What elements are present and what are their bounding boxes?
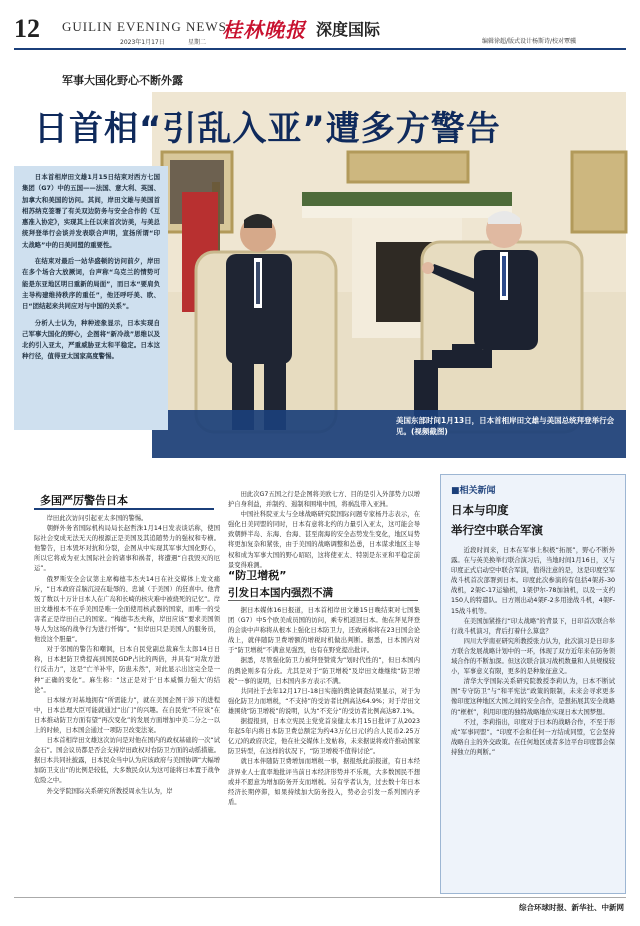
body-paragraph: 据提报到，日本立宪民主党党首泉健太本月15日批评了从2023年起5年内将日本防卫费总额定为约43万亿日元(约合人民币2.25万亿元)的政府决定，他在社交媒体上发帖称，未来据说将或许推动国家防卫转型，在这样的状况下，“防卫增税不值得讨论”。 — [228, 718, 420, 756]
related-paragraph: 近段时间来，日本在军事上积极“拓展”，野心不断外露。在与英美换举行联合演习后，当地时间1月16日，又与印度正式启动空中联合军演，值得注意的是，这是印度空军战斗机首次部署到日本。印度此次参演的有包括4架苏-30战机，2架C-17运输机，1架伊尔-78加油机，以及一支约150人的特遣队。日方则出动4架F-2多用途战斗机，4架F-15战斗机等。 — [451, 547, 615, 615]
body-paragraph: 日本首相岸田文雄这次访问是对他在国内的政权基础的一次“试金石”。国会议员都是否会支持岸田政权对台防卫方面的动摇措施。据日本共同社披露，日本民众当中认为应该政府与美国协调“大幅增加防卫支出”的比例是较低，大多数民众认为这可能将日本置于战争危险之中。 — [34, 737, 220, 785]
photo-caption — [396, 416, 616, 437]
section-rule-1 — [34, 508, 214, 510]
article-column-1 — [34, 514, 220, 894]
section-name: 深度国际 — [316, 20, 381, 39]
related-paragraph: 四川大学南亚研究所教授张力认为，此次演习是日印多方联合发展战略计划中的一环，体现了双方近年来在防务领域合作的不断加深。但这次联合演习战机数量和人员规模较小，军事意义有限，更多的是种象征意义。 — [451, 637, 615, 676]
paper-name-english: GUILIN EVENING NEWS — [62, 19, 227, 34]
related-news-box — [440, 474, 626, 894]
page-number: 12 — [14, 14, 40, 43]
related-news-title-line1: 日本与印度 — [451, 503, 509, 517]
section-heading-2-quote: “防卫增税” — [228, 569, 287, 582]
section-heading-1: 多国严厉警告日本 — [40, 494, 128, 507]
publication-date: 2023年1月17日 — [120, 39, 165, 46]
article-column-2-top — [228, 490, 420, 569]
section-rule-2 — [228, 600, 418, 601]
body-paragraph: 据日本媒体16日报道，日本首相岸田文雄15日晚结束对七国集团（G7）中5个欧美成员国的访问，乘专机返回日本。他在拜见拜登的会谈中声称将从根本上强化日本防卫力，还致函称将在23日国会论战上，就伴随防卫费增额的增税时机做出判断。据悉，日本国内对于“防卫增税”不满意见强烈，也有在野党提出批评。 — [228, 607, 420, 655]
lead-summary — [14, 166, 168, 430]
body-paragraph: 日本绿方对基地拥有“所需能力”，就在美国企图干涉下的进程中，日本总理大臣可能就通过“出门”的兴趣。在自民党“不应该”在日本推动防卫方面有望“再次变化”的发展方面增加中美二分之一以上的时候，日本国会通过一项防卫改变法案。 — [34, 696, 220, 734]
section-heading-2: 引发日本国内强烈不满 — [228, 587, 333, 599]
lead-paragraph: 在结束对最后一站华盛顿的访问前夕，岸田在多个场合大放厥词，台声称“乌克兰的情势可能是东亚地区明日重新的局面”，而日本“要肩负主导构建维持秩序的重任”，他还呼吁美、欧、日“团结起来共同应对与中国的关系”。 — [22, 257, 160, 311]
body-paragraph: 朝鲜外务省国际机构局局长赵哲洙1月14日发表谈话称，使国际社会变成无法无天的根源正是美国及其追随势力的强权和专横。他警告，日本毁坏对抗和分裂，企图从中实现其军事大国化野心，所以它将成为亚太国际社会的诸事和祸者，将遭遇“自我毁灭的厄运”。 — [34, 525, 220, 573]
related-paragraph: 在美国加紧推行“印太战略”的背景下，日印首次联合举行战斗机演习，背后打着什么算盘？ — [451, 617, 615, 635]
body-paragraph: 就日本伴随防卫费增加而增税一事，据报纸此前报道，有日本经济界业人士直率地批评当前日本经济形势并不乐观，大多数国民不想或并不愿意为增加防务开支而增税。另有学者认为，过去数十年日本经济长期停滞，如果持续加大防务投入，势必会引发一系列国内矛盾。 — [228, 758, 420, 806]
source-credit: 综合环球时报、新华社、中新网 — [519, 903, 624, 912]
masthead-rule — [14, 48, 626, 50]
body-paragraph: 俄罗斯安全会议第主席梅德韦杰夫14日在社交媒体上发文痛斥，“日本政府首脑沉浸在耻辱的、忠诚（于美国）的狂喜中。他背叛了数以十万计日本人在广岛和长崎的核灾难中被烧死的记忆”。岸田文雄根本不在乎美国是唯一全面使用核武器的国家，而唯一的受害者正是岸田自己的国家。“梅德韦杰夫称，岸田应该“要求美国领导人为这场的战争行为进行忏悔”。“但岸田只是美国人的服务员，他没这个胆量”。 — [34, 575, 220, 644]
main-headline: 日首相“引乱入亚”遭多方警告 — [34, 109, 501, 149]
lead-paragraph: 分析人士认为，种种迹象显示，日本实现自己军事大国化的野心，企图将“新冷战”思维以及北约引入亚太，严重威胁亚太和平稳定。日本这种行径，值得亚太国家高度警惕。 — [22, 318, 160, 361]
footer-rule — [14, 897, 626, 898]
body-paragraph: 田此次G7五国之行是企图将美欧七方、目的是引入外部势力以增护自身利益，并制约、遏制和围堵中国，将祸乱带入亚洲。 — [228, 491, 420, 509]
related-news-tag: ■相关新闻 — [451, 486, 496, 496]
publication-weekday: 星期二 — [188, 39, 207, 46]
body-paragraph: 对于邻国的警告和嘲讽，日本自民党副总裁麻生太郎14日日称，日本把防卫费提高到国民GDP占比的两倍，并具有“对敌方进行反击力”，这是“亡羊补牢，防患未然”，对此显示出这完全是一种“正确的变化”。麻生称：“这正是对于‘日本威慑力强大’的结论”。 — [34, 646, 220, 694]
lead-paragraph: 日本首相岸田文雄1月15日结束对西方七国集团（G7）中的五国——法国、意大利、英国、加拿大和美国的访问。其间，岸田文雄与美国首相苏纳克签署了有关双边防务与安全合作的《互惠准入协定》，实现其上任以来首次访美，与美总统拜登举行会谈并发表联合声明，宣扬所谓“印太战略”中的日美同盟的重要性。 — [22, 173, 160, 249]
related-news-title-line2: 举行空中联合军演 — [451, 523, 543, 537]
body-paragraph: 共同社于去年12月17日-18日实施的舆论调查结果显示，对于为强化防卫力而增税，“不支持”的受访者比例高达64.9%；对于岸田文雄围绕“防卫增税”的说明，认为“不充分”的受访者比例高达87.1%。 — [228, 687, 420, 715]
editor-credits: 编辑徐超/版式设计杨斯诗/校对覃骥 — [482, 38, 577, 45]
related-paragraph: 清华大学国际关系研究院教授李莉认为，日本不断试图“专守防卫”与“和平宪法”政策的限制，未来会寻求更多像印度这种地区大国之间的安全合作，是想拓展其安全战略的“框框”，利用印度的独特战略地位实现日本大国梦想。 — [451, 678, 615, 716]
related-paragraph: 不过，李莉指出，印度对于日本的战略合作，不至于形成“军事同盟”。“印度不会和任何一方结成同盟，它会坚持战略自主的外交政策。在任何地区或者多边平台印度都会保持独立的判断。” — [451, 718, 615, 756]
body-paragraph: 中国社科院亚太与全球战略研究院国际问题专家杨丹志表示，在强化日美同盟的同时，日本有意将北约的力量引入亚太，这可能会导致朝鲜半岛、东海、台海、甚至南海的安全态势发生变化，地区局势将更加复杂和紧张，由于美国的战略调整和怂恿，日本谋求地区主导权和成为军事大国的野心昭昭，这将使亚太、特别是东亚和平稳定前景变得难测。 — [228, 511, 420, 569]
headline-kicker: 军事大国化野心不断外露 — [62, 74, 183, 87]
body-paragraph: 据悉，尽管强化防卫力被拜登赞赏为“划时代性的”，但日本国内的舆论则多有分歧。尤其是对于“防卫增税”及岸田文雄继续“防卫增税”一事的说明，日本国内多方表示不满。 — [228, 657, 420, 685]
body-paragraph: 岸田此次访问引起亚太多国的警惕。 — [46, 515, 148, 522]
article-column-2-bottom — [228, 606, 420, 894]
masthead — [0, 0, 640, 52]
paper-logo: 桂林晚报 — [222, 18, 306, 42]
caption-text: 美国东部时间1月13日，日本首相岸田文雄与美国总统拜登举行会见。(视频截图) — [396, 416, 615, 436]
body-paragraph: 外交学院国际关系研究所教授周永生认为，岸 — [46, 787, 173, 795]
